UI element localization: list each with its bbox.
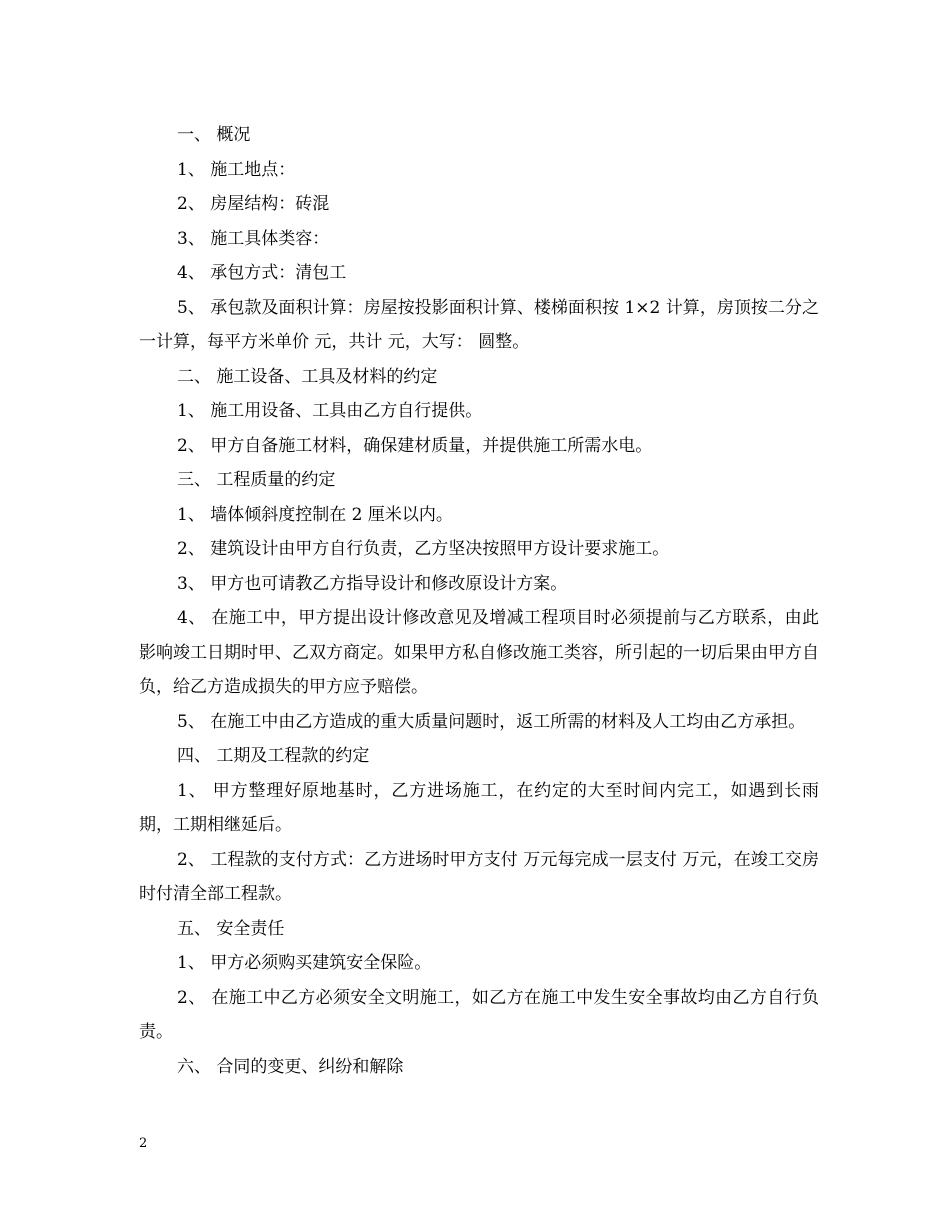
clause: 4、 在施工中，甲方提出设计修改意见及增减工程项目时必须提前与乙方联系，由此影响竣工日期时甲、乙双方商定。如果甲方私自修改施工类容，所引起的一切后果由甲方自负，给乙方造成损失的甲方应予赔偿。 — [139, 608, 819, 697]
section-heading: 五、 安全责任 — [177, 918, 285, 939]
section-heading: 一、 概况 — [177, 125, 251, 145]
clause: 1、 甲方整理好原地基时，乙方进场施工，在约定的大至时间内完工，如遇到长雨期，工期相继延后。 — [139, 780, 819, 835]
clause: 2、 在施工中乙方必须安全文明施工，如乙方在施工中发生安全事故均由乙方自行负责。 — [139, 987, 819, 1042]
clause: 1、 施工用设备、工具由乙方自行提供。 — [177, 401, 483, 421]
clause: 2、 工程款的支付方式：乙方进场时甲方支付 万元每完成一层支付 万元，在竣工交房时付清全部工程款。 — [139, 849, 819, 904]
document-body — [139, 118, 819, 1084]
clause: 3、 施工具体类容： — [177, 228, 330, 249]
clause: 1、 施工地点： — [177, 159, 296, 180]
clause: 2、 房屋结构：砖混 — [177, 194, 330, 214]
clause: 2、 甲方自备施工材料，确保建材质量，并提供施工所需水电。 — [177, 435, 653, 456]
clause: 3、 甲方也可请教乙方指导设计和修改原设计方案。 — [177, 573, 568, 594]
clause: 4、 承包方式：清包工 — [177, 263, 347, 283]
section-heading: 六、 合同的变更、纠纷和解除 — [177, 1056, 404, 1077]
clause: 2、 建筑设计由甲方自行负责，乙方坚决按照甲方设计要求施工。 — [177, 539, 670, 559]
clause: 5、 承包款及面积计算：房屋按投影面积计算、楼梯面积按 1×2 计算，房顶按二分之一计算，每平方米单价 元，共计 元，大写： 圆整。 — [139, 297, 819, 352]
clause: 5、 在施工中由乙方造成的重大质量问题时，返工所需的材料及人工均由乙方承担。 — [177, 711, 806, 732]
clause: 1、 墙体倾斜度控制在 2 厘米以内。 — [177, 504, 453, 525]
section-heading: 四、 工期及工程款的约定 — [177, 746, 370, 766]
clause: 1、 甲方必须购买建筑安全保险。 — [177, 953, 432, 973]
section-heading: 三、 工程质量的约定 — [177, 470, 336, 490]
section-heading: 二、 施工设备、工具及材料的约定 — [177, 366, 438, 387]
page-number: 2 — [139, 1136, 148, 1151]
